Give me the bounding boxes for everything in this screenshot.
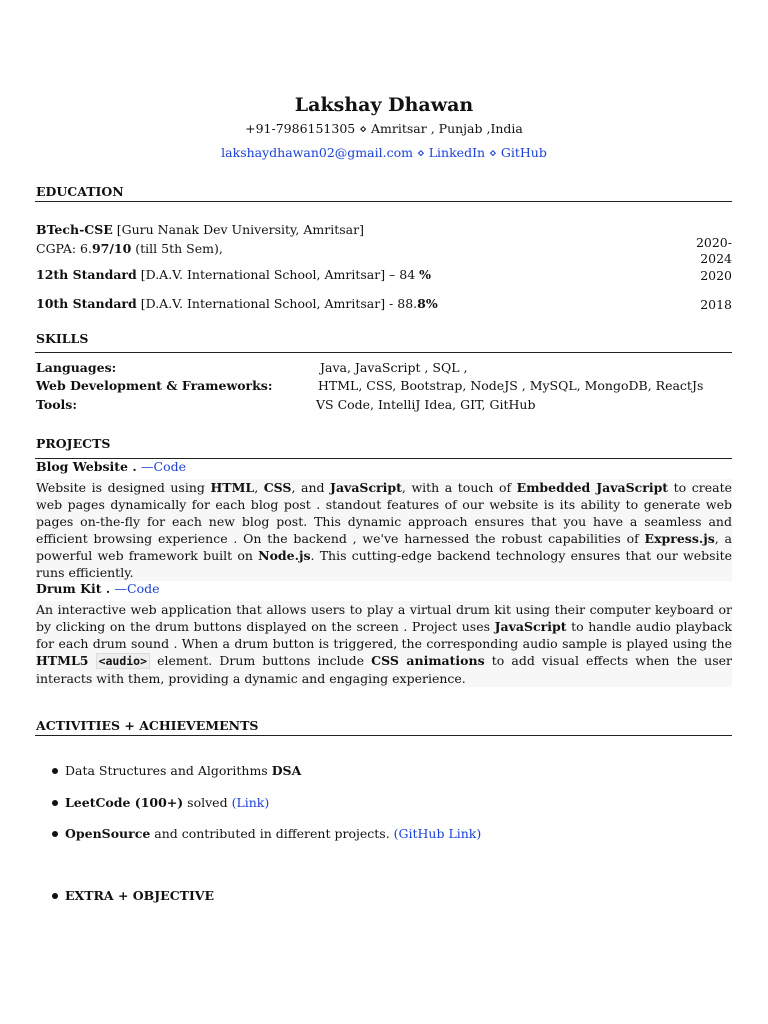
skills-label-webdev: Web Development & Frameworks:: [36, 378, 273, 393]
education-heading: EDUCATION: [36, 184, 124, 199]
btech-degree: BTech-CSE: [36, 222, 113, 237]
tenth-line: [36, 296, 438, 311]
github-link[interactable]: GitHub: [500, 145, 547, 160]
drum-code-link[interactable]: —Code: [114, 581, 160, 596]
separator: ⋄: [416, 145, 425, 160]
blog-project-title: [36, 459, 186, 474]
tenth-title: 10th Standard: [36, 296, 137, 311]
tenth-percent: 8%: [417, 296, 438, 311]
email-link[interactable]: lakshaydhawan02@gmail.com: [221, 145, 413, 160]
section-divider: [35, 735, 732, 736]
leetcode-link[interactable]: (Link): [231, 795, 270, 810]
activity-opensource: OpenSource and contributed in different projects. (GitHub Link): [65, 826, 482, 841]
btech-years-end: 2024: [700, 251, 732, 266]
bullet-icon: [52, 893, 58, 899]
bullet-icon: [52, 831, 58, 837]
activity-dsa: Data Structures and Algorithms DSA: [65, 763, 302, 778]
projects-heading: PROJECTS: [36, 436, 111, 451]
blog-code-link[interactable]: —Code: [141, 459, 187, 474]
contact-line: +91-7986151305 ⋄ Amritsar , Punjab ,India: [245, 121, 523, 136]
bullet-icon: [52, 768, 58, 774]
twelfth-line: [36, 267, 431, 282]
cgpa-suffix: (till 5th Sem),: [131, 241, 223, 256]
drum-title-text: Drum Kit .: [36, 581, 115, 596]
cgpa-prefix: CGPA: 6.: [36, 241, 92, 256]
section-divider: [35, 352, 732, 353]
activity-extra-objective: EXTRA + OBJECTIVE: [65, 888, 215, 903]
btech-years-start: 2020-: [695, 235, 732, 250]
skills-value-webdev: HTML, CSS, Bootstrap, NodeJS , MySQL, MongoDB, ReactJs: [318, 378, 704, 393]
blog-title-text: Blog Website .: [36, 459, 142, 474]
activity-leetcode: LeetCode (100+) solved (Link): [65, 795, 270, 810]
btech-line: [36, 222, 364, 237]
drum-project-title: [36, 581, 160, 596]
bullet-icon: [52, 800, 58, 806]
twelfth-school: [D.A.V. International School, Amritsar] – 84: [136, 267, 420, 282]
skills-label-languages: Languages:: [36, 360, 117, 375]
twelfth-percent: %: [419, 267, 432, 282]
twelfth-title: 12th Standard: [36, 267, 137, 282]
section-divider: [35, 201, 732, 202]
resume-name: Lakshay Dhawan: [294, 94, 474, 116]
linkedin-link[interactable]: LinkedIn: [428, 145, 486, 160]
tenth-school: [D.A.V. International School, Amritsar] - 88.: [136, 296, 418, 311]
skills-heading: SKILLS: [36, 331, 89, 346]
activities-heading: ACTIVITIES + ACHIEVEMENTS: [36, 718, 259, 733]
drum-description: An interactive web application that allows users to play a virtual drum kit using their computer keyboard or by clicking on the drum buttons displayed on the screen . Project uses JavaScript to handle audio playback for each drum sound . When a drum button is triggered, the corresponding audio sample is played using the HTML5 <audio> element. Drum buttons include CSS animations to add visual effects when the user interacts with them, providing a dynamic and engaging experience.: [36, 602, 733, 686]
twelfth-year: 2020: [700, 268, 732, 283]
cgpa-value: 97/10: [91, 241, 132, 256]
github-projects-link[interactable]: (GitHub Link): [393, 826, 482, 841]
audio-tag-code: <audio>: [96, 653, 150, 669]
tenth-year: 2018: [700, 297, 732, 312]
header-links: [0, 145, 768, 160]
skills-value-tools: VS Code, IntelliJ Idea, GIT, GitHub: [316, 397, 536, 412]
skills-value-languages: Java, JavaScript , SQL ,: [320, 360, 468, 375]
blog-description: Website is designed using HTML, CSS, and JavaScript, with a touch of Embedded JavaScript to create web pages dynamically for each blog post . standout features of our website is its ability to generate web pages on-the-fly for each new blog post. This dynamic approach ensures that you have a seamless and efficient browsing experience . On the backend , we've harnessed the robust capabilities of Express.js, a powerful web framework built on Node.js. This cutting-edge backend technology ensures that our website runs efficiently.: [36, 480, 732, 580]
btech-school: [Guru Nanak Dev University, Amritsar]: [112, 222, 364, 237]
separator: ⋄: [489, 145, 497, 160]
cgpa-line: [36, 241, 223, 256]
skills-label-tools: Tools:: [36, 397, 77, 412]
